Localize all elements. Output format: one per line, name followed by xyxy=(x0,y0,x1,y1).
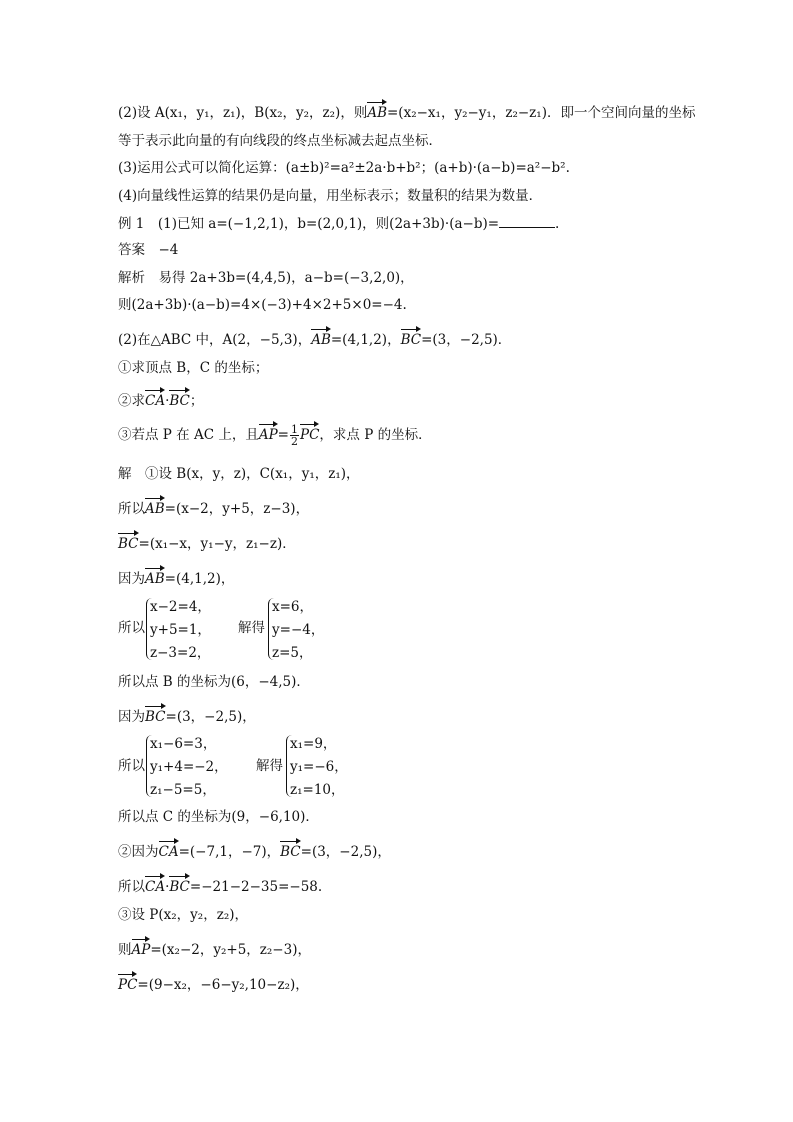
solution-bc-given: 因为BC=(3，−2,5)， xyxy=(118,709,256,725)
vector-ab: AB xyxy=(311,332,331,348)
question-2: (2)在△ABC 中，A(2，−5,3)，AB=(4,1,2)，BC=(3，−2,5)． xyxy=(118,332,512,348)
solution-3-pc: PC=(9−x₂，−6−y₂,10−z₂)， xyxy=(118,977,309,993)
paragraph-2: (2)设 A(x₁，y₁，z₁)，B(x₂，y₂，z₂)，则AB=(x₂−x₁，y₂−y₁，z₂−z₁)．即一个空间向量的坐标 xyxy=(118,105,696,121)
vector-ab: AB xyxy=(145,571,165,587)
solution-2-result: 所以CA·BC=−21−2−35=−58. xyxy=(118,879,323,895)
solution-1-intro: 解 ①设 B(x，y，z)，C(x₁，y₁，z₁)， xyxy=(118,466,360,482)
analysis-line-2: 则(2a+3b)·(a−b)=4×(−3)+4×2+5×0=−4. xyxy=(118,297,407,313)
vector-ap: AP xyxy=(258,427,278,443)
vector-bc: BC xyxy=(169,393,190,409)
paragraph-4: (4)向量线性运算的结果仍是向量，用坐标表示；数量积的结果为数量． xyxy=(118,188,543,204)
example-1-question: 例 1 (1)已知 a=(−1,2,1)，b=(2,0,1)，则(2a+3b)·(a−b)= . xyxy=(118,213,559,234)
vector-bc: BC xyxy=(145,709,166,725)
solution-ab-given: 因为AB=(4,1,2)， xyxy=(118,571,235,587)
result-c: 所以点 C 的坐标为(9，−6,10)． xyxy=(118,809,319,825)
subquestion-2: ②求CA·BC； xyxy=(118,393,204,409)
solution-ab-expr: 所以AB=(x−2，y+5，z−3)， xyxy=(118,501,310,517)
solution-3-ap: 则AP=(x₂−2，y₂+5，z₂−3)， xyxy=(118,942,311,958)
vector-bc: BC xyxy=(118,536,139,552)
vector-ca: CA xyxy=(145,393,166,409)
vector-ab: AB xyxy=(145,501,165,517)
fraction-one-half: $\frac{1}{2}$ xyxy=(290,423,298,448)
vector-bc: BC xyxy=(400,332,422,348)
paragraph-2-cont: 等于表示此向量的有向线段的终点坐标减去起点坐标． xyxy=(118,133,442,149)
vector-pc: PC xyxy=(299,427,320,443)
vector-ab: AB xyxy=(367,105,387,121)
subquestion-1: ①求顶点 B，C 的坐标； xyxy=(118,360,269,376)
vector-bc: BC xyxy=(169,879,190,895)
result-b: 所以点 B 的坐标为(6，−4,5)． xyxy=(118,674,310,690)
vector-ap: AP xyxy=(131,942,151,958)
paragraph-3: (3)运用公式可以简化运算：(a±b)²=a²±2a·b+b²；(a+b)·(a−b)=a²−b². xyxy=(118,160,570,176)
vector-ca: CA xyxy=(145,879,166,895)
answer-blank xyxy=(499,213,555,228)
solution-2-vectors: ②因为CA=(−7,1，−7)，BC=(3，−2,5)， xyxy=(118,844,391,860)
vector-bc: BC xyxy=(280,844,301,860)
solution-3-intro: ③设 P(x₂，y₂，z₂)， xyxy=(118,907,248,923)
solution-bc-expr: BC=(x₁−x，y₁−y，z₁−z)． xyxy=(118,536,296,552)
vector-ca: CA xyxy=(158,844,179,860)
subquestion-3: ③若点 P 在 AC 上，且AP= $\frac{1}{2}$ PC，求点 P 的坐标． xyxy=(118,423,432,448)
analysis-line-1: 解析 易得 2a+3b=(4,4,5)，a−b=(−3,2,0)， xyxy=(118,270,414,286)
vector-pc: PC xyxy=(118,977,138,993)
answer-line: 答案 −4 xyxy=(118,242,179,258)
